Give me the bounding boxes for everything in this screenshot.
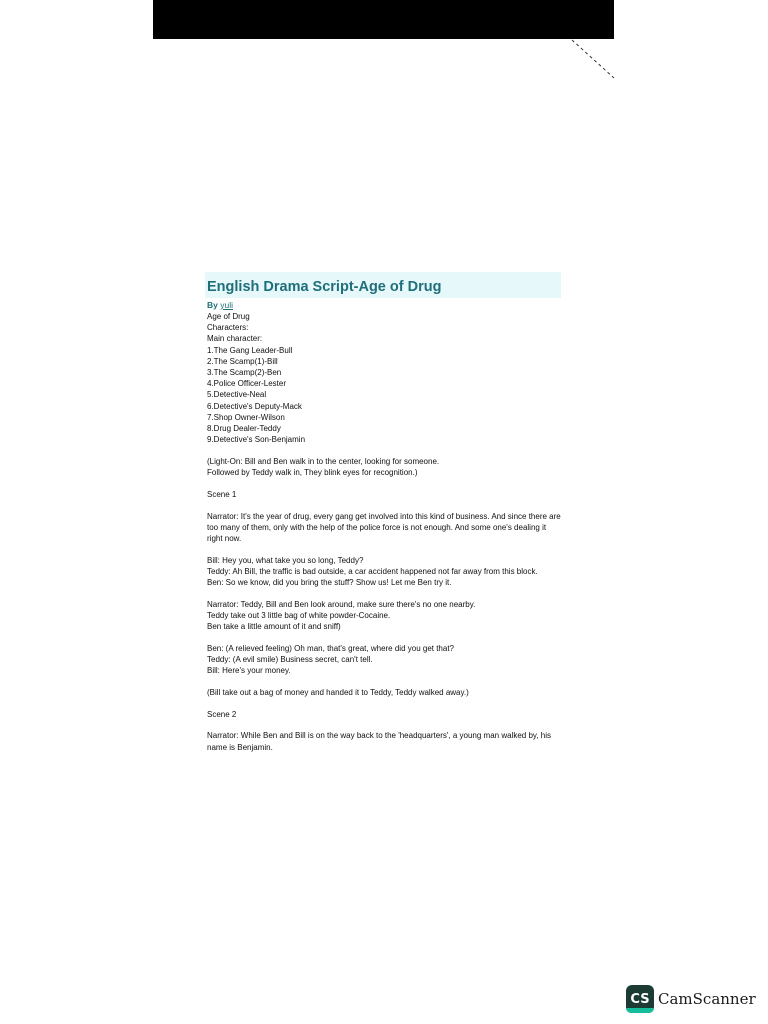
camscanner-logo-icon: CS bbox=[626, 985, 654, 1013]
camscanner-watermark bbox=[626, 985, 756, 1013]
narrator-paragraph: Narrator: While Ben and Bill is on the way back to the 'headquarters', a young man walked by, his name is Benjamin. bbox=[207, 731, 551, 752]
character-item: 8.Drug Dealer-Teddy bbox=[207, 424, 281, 434]
dialog-line: Ben: (A relieved feeling) Oh man, that's great, where did you get that? bbox=[207, 643, 455, 653]
scan-top-black-band bbox=[153, 0, 614, 39]
camscanner-brand-text: CamScanner bbox=[658, 990, 756, 1008]
byline bbox=[207, 299, 563, 311]
dialog-line: Bill: Hey you, what take you so long, Teddy? bbox=[207, 555, 364, 565]
character-item: 7.Shop Owner-Wilson bbox=[207, 412, 285, 422]
stage-direction: (Bill take out a bag of money and handed it to Teddy, Teddy walked away.) bbox=[207, 687, 469, 697]
author-link[interactable]: yuli bbox=[220, 300, 234, 310]
character-item: 5.Detective-Neal bbox=[207, 390, 267, 400]
paper-fold-dashed-line bbox=[570, 38, 620, 80]
line-title: Age of Drug bbox=[207, 312, 250, 321]
dialog-line: Bill: Here's your money. bbox=[207, 666, 291, 676]
line-characters: Characters: bbox=[207, 323, 249, 333]
stage-direction: Followed by Teddy walk in, They blink eyes for recognition.) bbox=[207, 468, 418, 478]
character-item: 9.Detective's Son-Benjamin bbox=[207, 435, 306, 445]
document-title: English Drama Script-Age of Drug bbox=[207, 279, 442, 295]
scene-heading: Scene 1 bbox=[207, 489, 237, 499]
character-item: 4.Police Officer-Lester bbox=[207, 379, 286, 389]
character-item: 2.The Scamp(1)-Bill bbox=[207, 356, 278, 366]
by-label: By bbox=[207, 300, 218, 310]
stage-direction: (Light-On: Bill and Ben walk in to the center, looking for someone. bbox=[207, 456, 440, 466]
narrator-line: Ben take a little amount of it and sniff) bbox=[207, 622, 341, 632]
dialog-line: Ben: So we know, did you bring the stuff? Show us! Let me Ben try it. bbox=[207, 578, 452, 588]
line-main-character: Main character: bbox=[207, 334, 263, 344]
character-item: 3.The Scamp(2)-Ben bbox=[207, 368, 282, 378]
scene-heading: Scene 2 bbox=[207, 709, 237, 719]
title-band bbox=[205, 272, 561, 298]
narrator-paragraph: Narrator: It's the year of drug, every gang get involved into this kind of business. And since there are too many of them, only with the help of the police force is not enough. And some one's dealing it right now. bbox=[207, 511, 561, 543]
character-item: 1.The Gang Leader-Bull bbox=[207, 345, 293, 355]
dialog-line: Teddy: Ah Bill, the traffic is bad outside, a car accident happened not far away from this block. bbox=[207, 566, 538, 576]
narrator-line: Narrator: Teddy, Bill and Ben look around, make sure there's no one nearby. bbox=[207, 599, 476, 609]
character-item: 6.Detective's Deputy-Mack bbox=[207, 401, 302, 411]
dialog-line: Teddy: (A evil smile) Business secret, can't tell. bbox=[207, 655, 373, 665]
script-document bbox=[207, 272, 563, 753]
narrator-line: Teddy take out 3 little bag of white powder-Cocaine. bbox=[207, 610, 391, 620]
